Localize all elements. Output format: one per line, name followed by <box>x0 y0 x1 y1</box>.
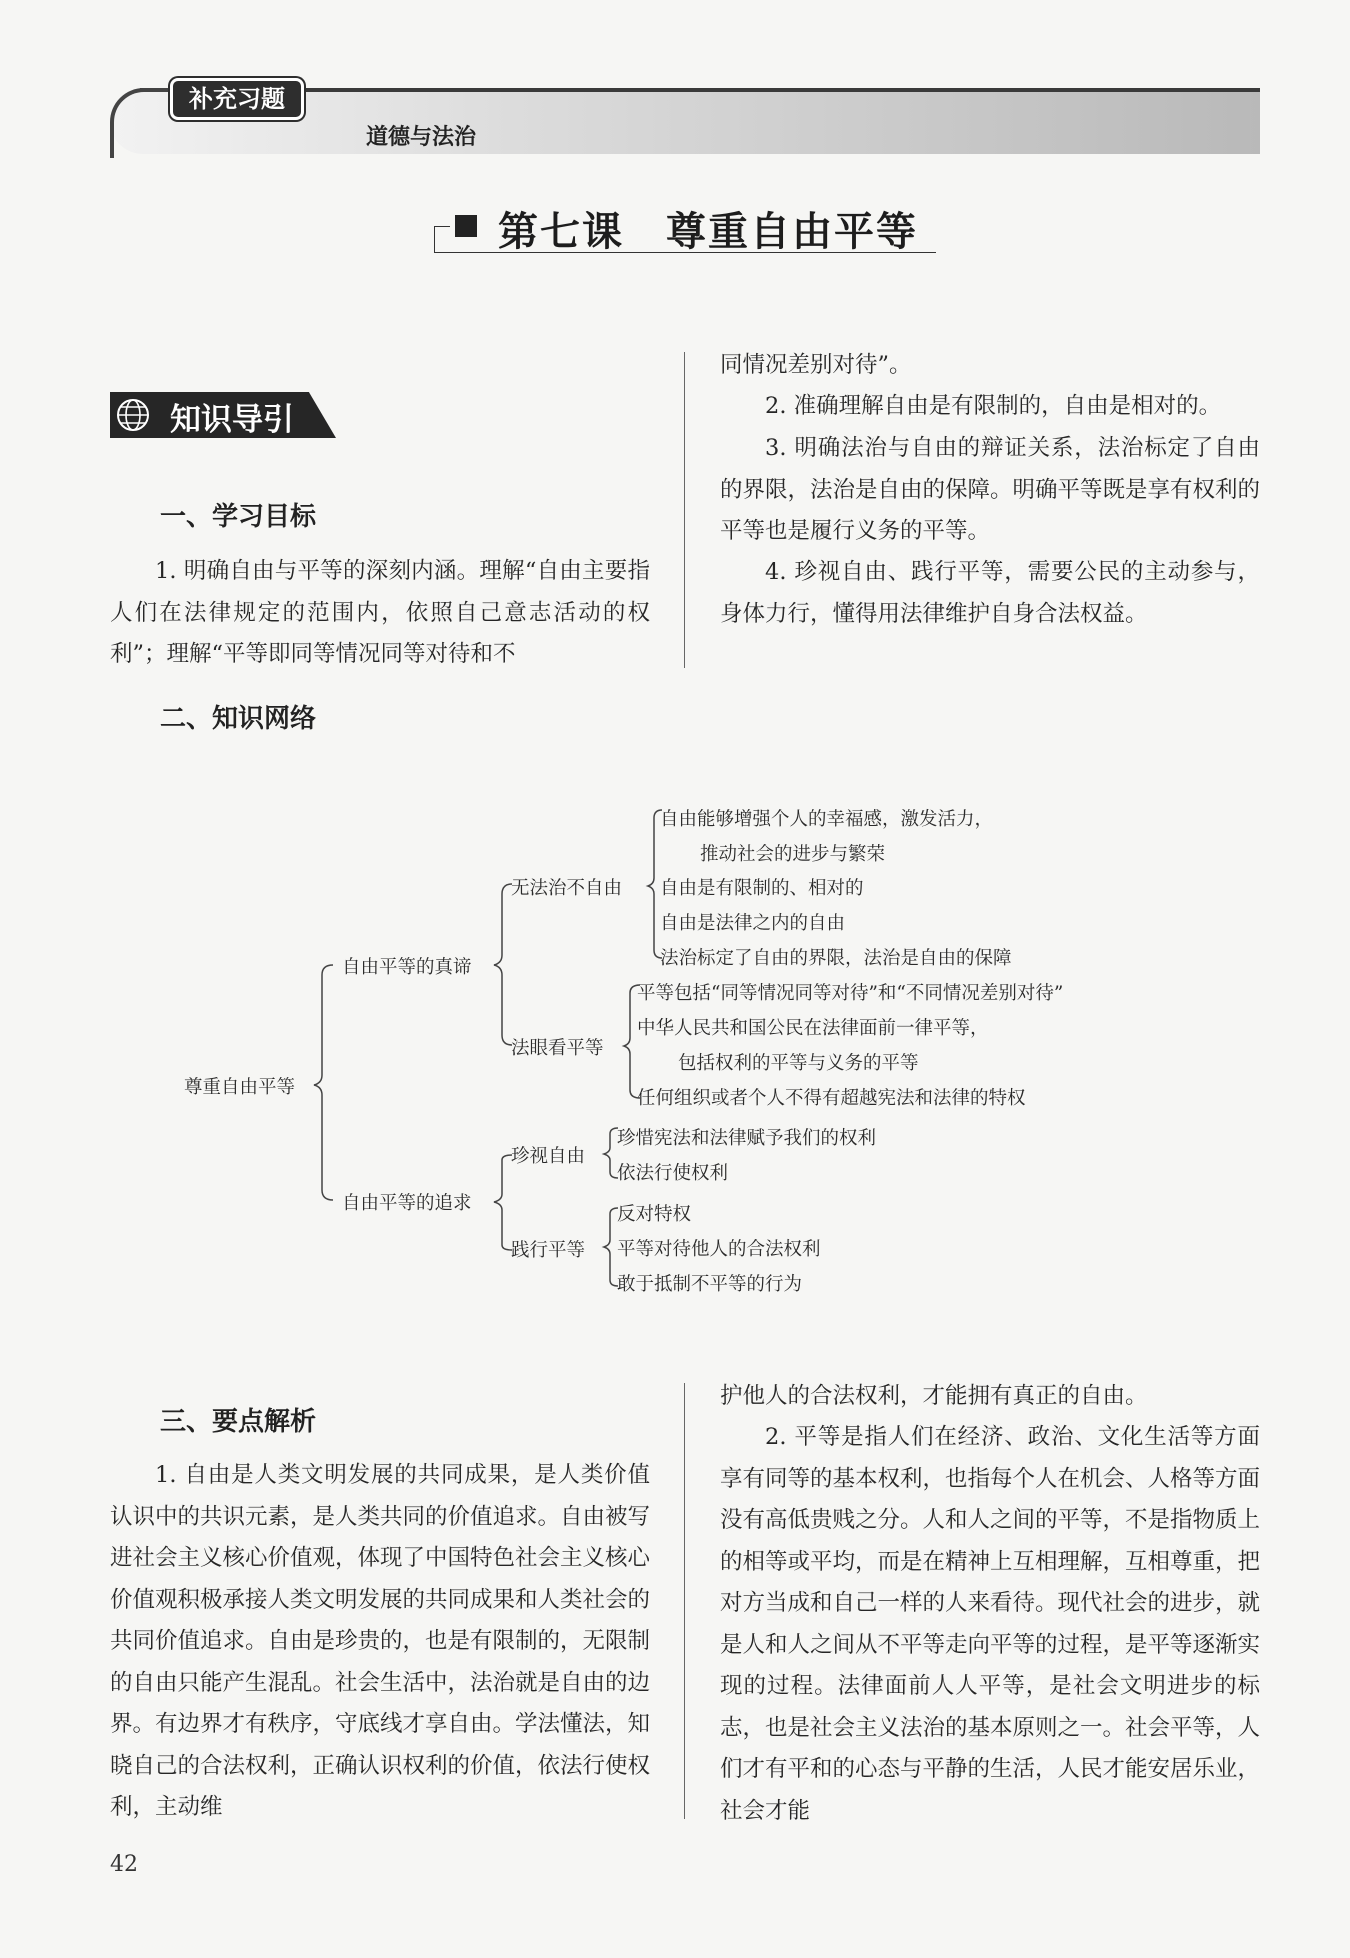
book-tag: 补充习题 <box>170 78 304 120</box>
brace-a <box>494 884 512 1045</box>
network-leaf: 平等对待他人的合法权利 <box>617 1239 821 1260</box>
network-leaf: 珍惜宪法和法律赋予我们的权利 <box>617 1128 877 1149</box>
key-point-right: 2. 平等是指人们在经济、政治、文化生活等方面享有同等的基本权利，也指每个人在机会、人格等方面没有高低贵贱之分。人和人之间的平等，不是指物质上的相等或平均，而是在精神上互相理解，互相尊重，把对方当成和自己一样的人来看待。现代社会的进步，就是人和人之间从不平等走向平等的过程，是平等逐渐实现的过程。法律面前人人平等，是社会文明进步的标志，也是社会主义法治的基本原则之一。社会平等，人们才有平和的心态与平静的生活，人民才能安居乐业，社会才能 <box>720 1424 1261 1824</box>
section-badge-label: 知识导引 <box>170 402 294 438</box>
network-leaf: 自由能够增强个人的幸福感，激发活力， <box>660 809 994 830</box>
lesson-title: 第七课 尊重自由平等 <box>498 208 918 255</box>
column-divider <box>684 1383 685 1819</box>
network-leaf: 中华人民共和国公民在法律面前一律平等， <box>637 1018 989 1039</box>
heading-knowledge-network: 二、知识网络 <box>160 704 317 734</box>
goal-item: 3. 明确法治与自由的辩证关系，法治标定了自由的界限，法治是自由的保障。明确平等既是享有权利的平等也是履行义务的平等。 <box>720 435 1261 544</box>
brace-b1 <box>604 1128 618 1178</box>
goal-item: 同情况差别对待”。 <box>720 352 912 378</box>
network-node: 珍视自由 <box>511 1146 586 1167</box>
goal-item: 4. 珍视自由、践行平等，需要公民的主动参与，身体力行，懂得用法律维护自身合法权益。 <box>720 559 1260 627</box>
goal-item: 2. 准确理解自由是有限制的，自由是相对的。 <box>765 393 1222 419</box>
network-branch: 自由平等的追求 <box>342 1193 472 1214</box>
brace-root <box>314 965 333 1200</box>
network-node: 践行平等 <box>511 1240 586 1261</box>
network-branch: 自由平等的真谛 <box>342 957 472 978</box>
heading-key-points: 三、要点解析 <box>160 1407 317 1437</box>
network-leaf: 自由是有限制的、相对的 <box>660 878 864 899</box>
key-point-continuation: 护他人的合法权利，才能拥有真正的自由。 <box>720 1383 1148 1409</box>
network-leaf: 平等包括“同等情况同等对待”和“不同情况差别对待” <box>637 983 1064 1004</box>
network-leaf: 依法行使权利 <box>617 1163 729 1184</box>
network-leaf: 推动社会的进步与繁荣 <box>700 844 886 865</box>
network-root: 尊重自由平等 <box>184 1077 296 1098</box>
network-leaf: 任何组织或者个人不得有超越宪法和法律的特权 <box>637 1088 1026 1109</box>
goal-text-left: 1. 明确自由与平等的深刻内涵。理解“自由主要指人们在法律规定的范围内，依照自己意志活动的权利”；理解“平等即同等情况同等对待和不 <box>110 558 650 667</box>
network-node: 无法治不自由 <box>511 878 623 899</box>
network-leaf: 自由是法律之内的自由 <box>660 913 846 934</box>
network-leaf: 敢于抵制不平等的行为 <box>617 1274 803 1295</box>
network-node: 法眼看平等 <box>511 1038 604 1059</box>
network-leaf: 包括权利的平等与义务的平等 <box>678 1053 919 1074</box>
network-leaf: 法治标定了自由的界限，法治是自由的保障 <box>660 948 1012 969</box>
page-number: 42 <box>110 1852 138 1877</box>
subject-label: 道德与法治 <box>366 125 477 150</box>
heading-learning-goals: 一、学习目标 <box>160 502 317 532</box>
brace-b <box>494 1155 512 1250</box>
network-leaf: 反对特权 <box>617 1204 692 1225</box>
brace-b2 <box>604 1208 618 1286</box>
key-point-left: 1. 自由是人类文明发展的共同成果，是人类价值认识中的共识元素，是人类共同的价值追求。自由被写进社会主义核心价值观，体现了中国特色社会主义核心价值观积极承接人类文明发展的共同成果和人类社会的共同价值追求。自由是珍贵的，也是有限制的，无限制的自由只能产生混乱。社会生活中，法治就是自由的边界。有边界才有秩序，守底线才享自由。学法懂法，知晓自己的合法权利，正确认识权利的价值，依法行使权利，主动维 <box>110 1462 651 1820</box>
